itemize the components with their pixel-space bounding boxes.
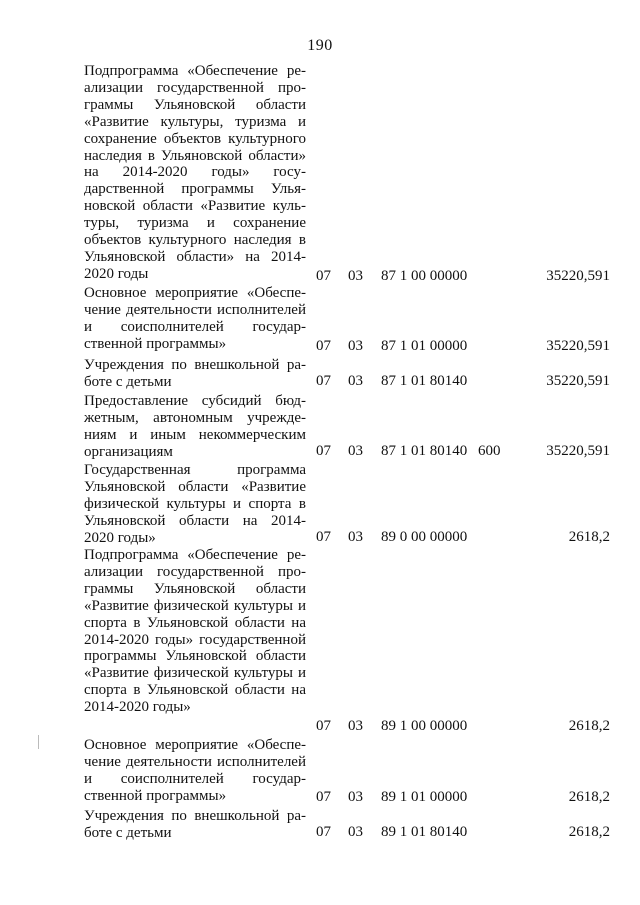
row-sum: 2618,2 (568, 789, 610, 805)
row-name: Основное мероприятие «Обеспечение деятельности исполнителей и соисполнителей государственной программы» (84, 285, 306, 352)
row-name: Подпрограмма «Обеспечение реализации государственной программы Ульяновской области «Развитие культуры, туризма и сохранение объектов культурного наследия в Ульяновской области» на 2014-2020 годы» государственной программы Ульяновской области «Развитие культуры, туризма и сохранение объектов культурного наследия в Ульяновской области» на 2014-2020 годы (84, 63, 306, 282)
row-csr: 89 1 01 80140 (381, 824, 468, 840)
row-rz: 07 (316, 529, 331, 545)
row-sum: 2618,2 (568, 824, 610, 840)
row-sum: 35220,591 (546, 268, 610, 284)
row-rz: 07 (316, 338, 331, 354)
page-number: 190 (307, 37, 333, 54)
row-csr: 87 1 01 80140 (381, 373, 468, 389)
row-csr: 87 1 01 80140 (381, 443, 468, 459)
row-csr: 87 1 00 00000 (381, 268, 468, 284)
row-rz: 07 (316, 789, 331, 805)
row-rz: 07 (316, 373, 331, 389)
row-pr: 03 (348, 268, 363, 284)
row-sum: 2618,2 (568, 529, 610, 545)
row-pr: 03 (348, 373, 363, 389)
row-sum: 35220,591 (546, 373, 610, 389)
row-sum: 2618,2 (568, 718, 610, 734)
row-name: Основное мероприятие «Обеспечение деятельности исполнителей и соисполнителей государственной программы» (84, 737, 306, 804)
row-pr: 03 (348, 443, 363, 459)
row-sum: 35220,591 (546, 338, 610, 354)
scan-mark (38, 735, 39, 749)
row-name: Учреждения по внешкольной работе с детьми (84, 357, 306, 390)
row-name: Подпрограмма «Обеспечение реализации государственной программы Ульяновской области «Развитие физической культуры и спорта в Ульяновской области на 2014-2020 годы» государственной программы Ульяновской области «Развитие физической культуры и спорта в Ульяновской области на 2014-2020 годы» (84, 547, 306, 716)
row-csr: 89 0 00 00000 (381, 529, 468, 545)
row-name: Учреждения по внешкольной работе с детьми (84, 808, 306, 841)
row-pr: 03 (348, 824, 363, 840)
row-rz: 07 (316, 824, 331, 840)
row-vr: 600 (478, 443, 501, 459)
row-name: Государственная программа Ульяновской области «Развитие физической культуры и спорта в Ульяновской области на 2014-2020 годы» (84, 462, 306, 546)
row-csr: 89 1 01 00000 (381, 789, 468, 805)
row-csr: 87 1 01 00000 (381, 338, 468, 354)
row-pr: 03 (348, 789, 363, 805)
row-rz: 07 (316, 443, 331, 459)
row-pr: 03 (348, 338, 363, 354)
row-pr: 03 (348, 718, 363, 734)
row-sum: 35220,591 (546, 443, 610, 459)
row-rz: 07 (316, 268, 331, 284)
row-rz: 07 (316, 718, 331, 734)
row-name: Предоставление субсидий бюджетным, автономным учреждениям и иным некоммерческим организациям (84, 393, 306, 460)
row-pr: 03 (348, 529, 363, 545)
row-csr: 89 1 00 00000 (381, 718, 468, 734)
